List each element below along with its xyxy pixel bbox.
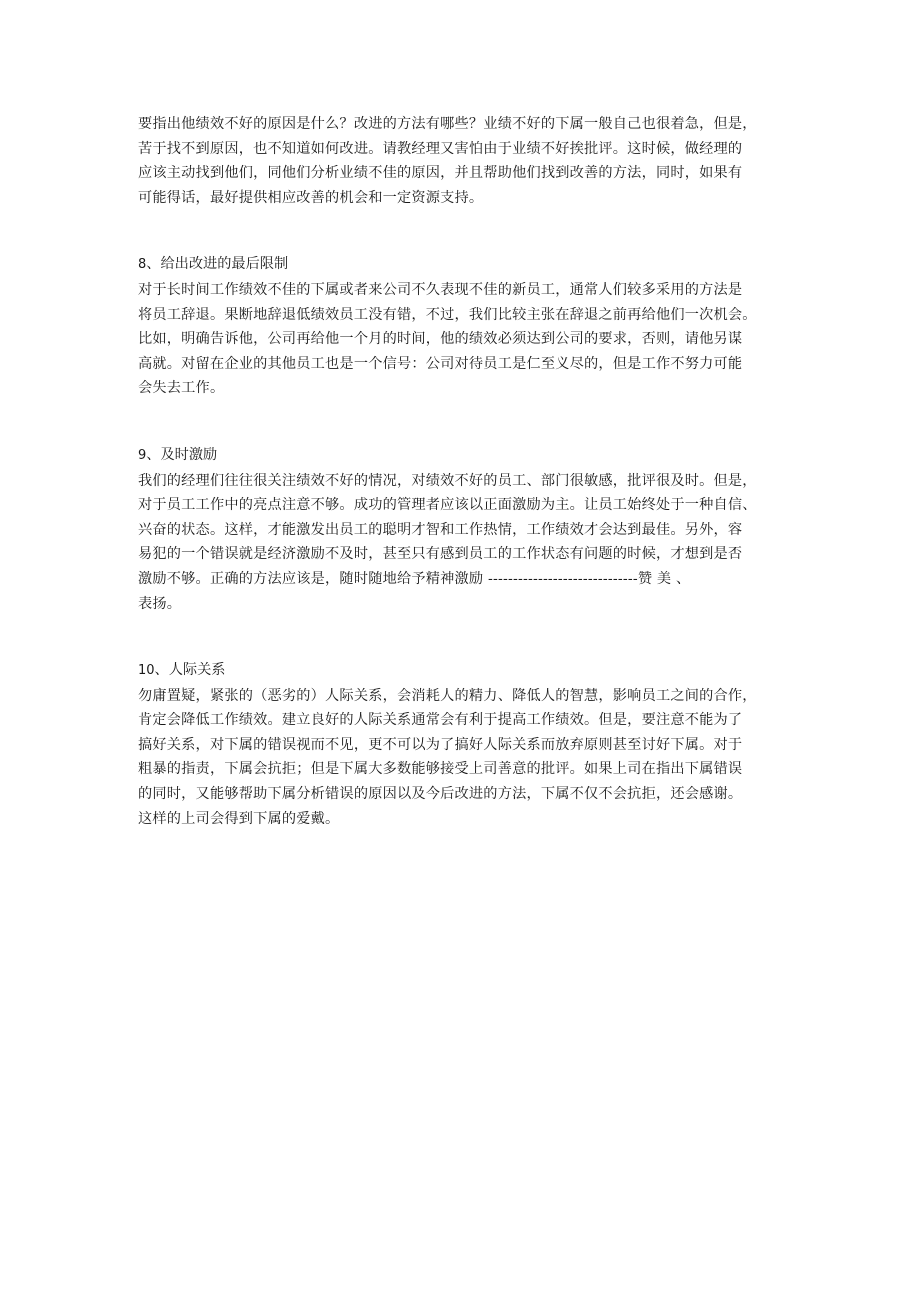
paragraph-line: 苦于找不到原因，也不知道如何改进。请教经理又害怕由于业绩不好挨批评。这时候，做经理的 (138, 140, 743, 157)
paragraph-line: 兴奋的状态。这样，才能激发出员工的聪明才智和工作热情，工作绩效才会达到最佳。另外，容 (138, 521, 743, 538)
section-title: 、及时激励 (146, 446, 218, 463)
section-8 (138, 252, 798, 401)
paragraph-line: 粗暴的指责，下属会抗拒；但是下属大多数能够接受上司善意的批评。如果上司在指出下属错误 (138, 761, 743, 778)
paragraph-line: 对于员工工作中的亮点注意不够。成功的管理者应该以正面激励为主。让员工始终处于一种自信、 (138, 497, 757, 514)
section-paragraph (138, 684, 798, 832)
section-heading (138, 658, 798, 684)
paragraph-line: 这样的上司会得到下属的爱戴。 (138, 810, 340, 827)
section-number: 8 (138, 257, 147, 273)
paragraph-line: 肯定会降低工作绩效。建立良好的人际关系通常会有利于提高工作绩效。但是，要注意不能为了 (138, 712, 743, 729)
paragraph-line: 激励不够。正确的方法应该是，随时随地给予精神激励 ------------------------------赞 美 、 (138, 570, 691, 587)
paragraph-line: 将员工辞退。果断地辞退低绩效员工没有错，不过，我们比较主张在辞退之前再给他们一次机会。 (138, 306, 757, 323)
paragraph-line: 勿庸置疑，紧张的（恶劣的）人际关系，会消耗人的精力、降低人的智慧，影响员工之间的合作， (138, 687, 757, 704)
intro-paragraph (138, 112, 798, 210)
paragraph-line: 表扬。 (138, 595, 182, 612)
paragraph-line: 要指出他绩效不好的原因是什么？改进的方法有哪些？业绩不好的下属一般自己也很着急，但是， (138, 116, 757, 132)
paragraph-line: 对于长时间工作绩效不佳的下属或者来公司不久表现不佳的新员工，通常人们较多采用的方法是 (138, 281, 743, 298)
paragraph-line: 易犯的一个错误就是经济激励不及时，甚至只有感到员工的工作状态有问题的时候，才想到是否 (138, 546, 743, 563)
paragraph-line: 我们的经理们往往很关注绩效不好的情况，对绩效不好的员工、部门很敏感，批评很及时。但是， (138, 472, 757, 489)
paragraph-line: 高就。对留在企业的其他员工也是一个信号：公司对待员工是仁至义尽的，但是工作不努力可能 (138, 355, 743, 372)
section-10 (138, 658, 798, 831)
section-title: 、人际关系 (154, 662, 226, 679)
paragraph-line: 可能得话，最好提供相应改善的机会和一定资源支持。 (138, 189, 484, 206)
paragraph-line: 会失去工作。 (138, 380, 225, 397)
paragraph-line: 应该主动找到他们，同他们分析业绩不佳的原因，并且帮助他们找到改善的方法，同时，如果有 (138, 165, 743, 182)
paragraph-line: 搞好关系，对下属的错误视而不见，更不可以为了搞好人际关系而放弃原则甚至讨好下属。对于 (138, 736, 743, 753)
document-body (138, 112, 798, 831)
section-number: 10 (138, 663, 155, 679)
section-heading (138, 252, 798, 278)
section-title: 、给出改进的最后限制 (146, 256, 289, 273)
paragraph-line: 比如，明确告诉他，公司再给他一个月的时间，他的绩效必须达到公司的要求，否则，请他另谋 (138, 331, 743, 348)
section-9 (138, 443, 798, 616)
section-heading (138, 443, 798, 469)
paragraph-line: 的同时，又能够帮助下属分析错误的原因以及今后改进的方法，下属不仅不会抗拒，还会感谢。 (138, 786, 743, 803)
section-number: 9 (138, 447, 147, 463)
section-paragraph (138, 278, 798, 401)
section-paragraph (138, 469, 798, 617)
